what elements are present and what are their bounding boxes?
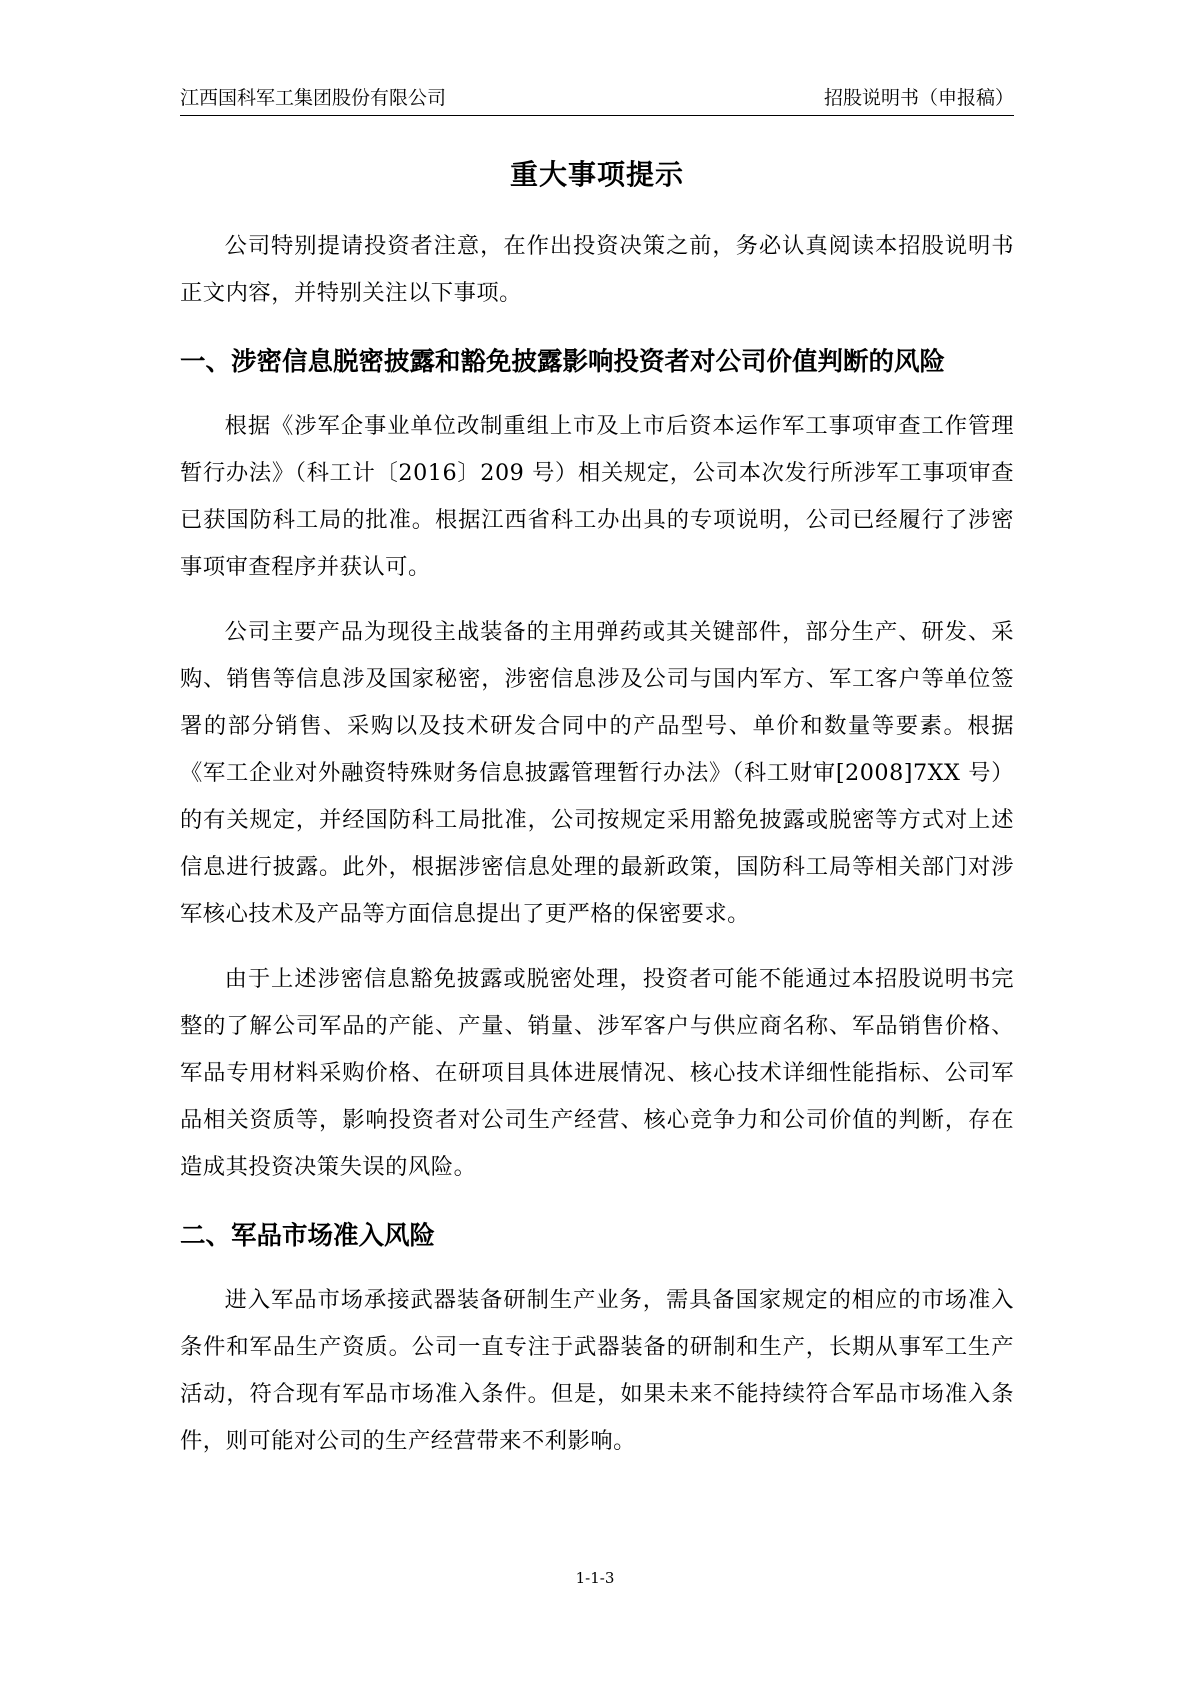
page-number: 1-1-3 <box>575 1569 615 1587</box>
document-body <box>180 223 1014 1483</box>
page-header <box>180 82 1014 114</box>
page-title: 重大事项提示 <box>509 158 684 191</box>
section-1-paragraph: 根据《涉军企事业单位改制重组上市及上市后资本运作军工事项审查工作管理暂行办法》（科工计〔2016〕209 号）相关规定，公司本次发行所涉军工事项审查已获国防科工局的批准。根据江西省科工办出具的专项说明，公司已经履行了涉密事项审查程序并获认可。 <box>180 413 1014 580</box>
section-1-paragraph: 由于上述涉密信息豁免披露或脱密处理，投资者可能不能通过本招股说明书完整的了解公司军品的产能、产量、销量、涉军客户与供应商名称、军品销售价格、军品专用材料采购价格、在研项目具体进展情况、核心技术详细性能指标、公司军品相关资质等，影响投资者对公司生产经营、核心竞争力和公司价值的判断，存在造成其投资决策失误的风险。 <box>180 966 1014 1180</box>
header-company-name: 江西国科军工集团股份有限公司 <box>180 87 447 109</box>
section-1-paragraph: 公司主要产品为现役主战装备的主用弹药或其关键部件，部分生产、研发、采购、销售等信息涉及国家秘密，涉密信息涉及公司与国内军方、军工客户等单位签署的部分销售、采购以及技术研发合同中的产品型号、单价和数量等要素。根据《军工企业对外融资特殊财务信息披露管理暂行办法》（科工财审[2008]7XX 号）的有关规定，并经国防科工局批准，公司按规定采用豁免披露或脱密等方式对上述信息进行披露。此外，根据涉密信息处理的最新政策，国防科工局等相关部门对涉军核心技术及产品等方面信息提出了更严格的保密要求。 <box>180 619 1014 927</box>
section-2-paragraph: 进入军品市场承接武器装备研制生产业务，需具备国家规定的相应的市场准入条件和军品生产资质。公司一直专注于武器装备的研制和生产，长期从事军工生产活动，符合现有军品市场准入条件。但是，如果未来不能持续符合军品市场准入条件，则可能对公司的生产经营带来不利影响。 <box>180 1287 1014 1454</box>
section-1-heading: 一、涉密信息脱密披露和豁免披露影响投资者对公司价值判断的风险 <box>180 347 946 377</box>
header-document-type: 招股说明书（申报稿） <box>823 87 1014 109</box>
section-2-heading: 二、军品市场准入风险 <box>180 1221 436 1251</box>
intro-paragraph: 公司特别提请投资者注意，在作出投资决策之前，务必认真阅读本招股说明书正文内容，并特别关注以下事项。 <box>180 233 1014 306</box>
header-divider <box>180 115 1014 116</box>
